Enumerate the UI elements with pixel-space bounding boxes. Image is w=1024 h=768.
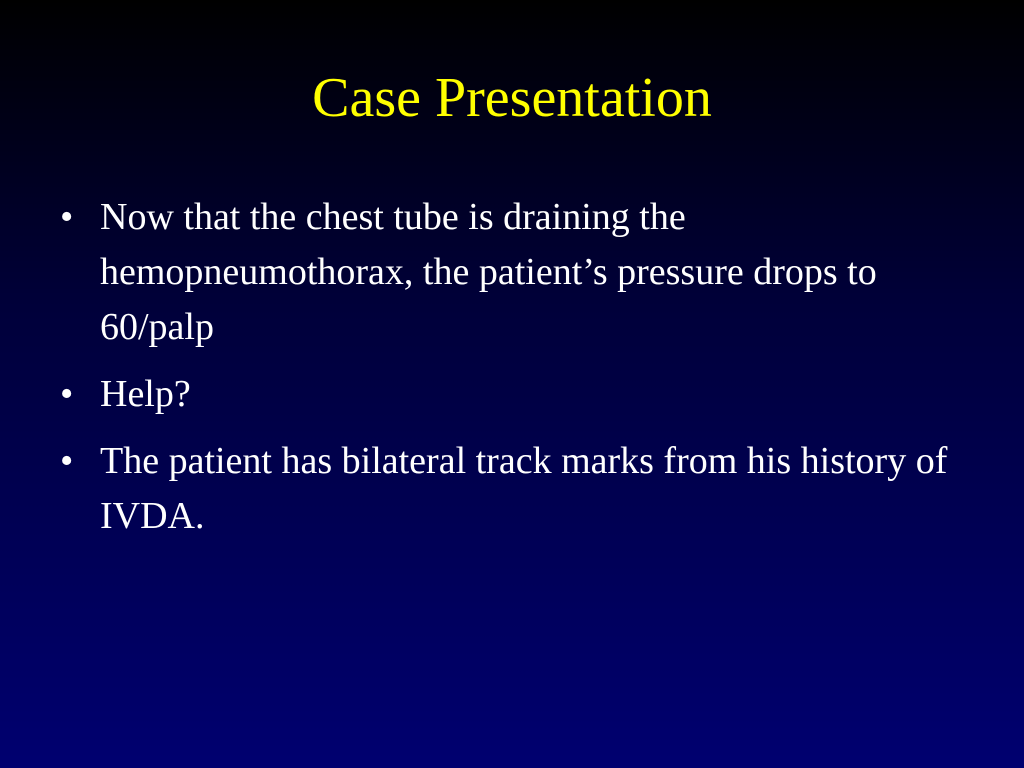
bullet-icon: • xyxy=(60,440,74,482)
bullet-icon: • xyxy=(60,196,74,238)
bullet-text: Now that the chest tube is draining the hemopneumothorax, the patient’s pressure drops to 60/palp xyxy=(100,196,877,348)
slide-title: Case Presentation xyxy=(312,67,712,129)
bullet-list xyxy=(60,190,960,556)
list-item xyxy=(60,367,960,422)
bullet-text: Help? xyxy=(100,373,191,415)
list-item xyxy=(60,190,960,355)
list-item xyxy=(60,434,960,544)
bullet-icon: • xyxy=(60,373,74,415)
bullet-text: The patient has bilateral track marks from his history of IVDA. xyxy=(100,440,948,537)
